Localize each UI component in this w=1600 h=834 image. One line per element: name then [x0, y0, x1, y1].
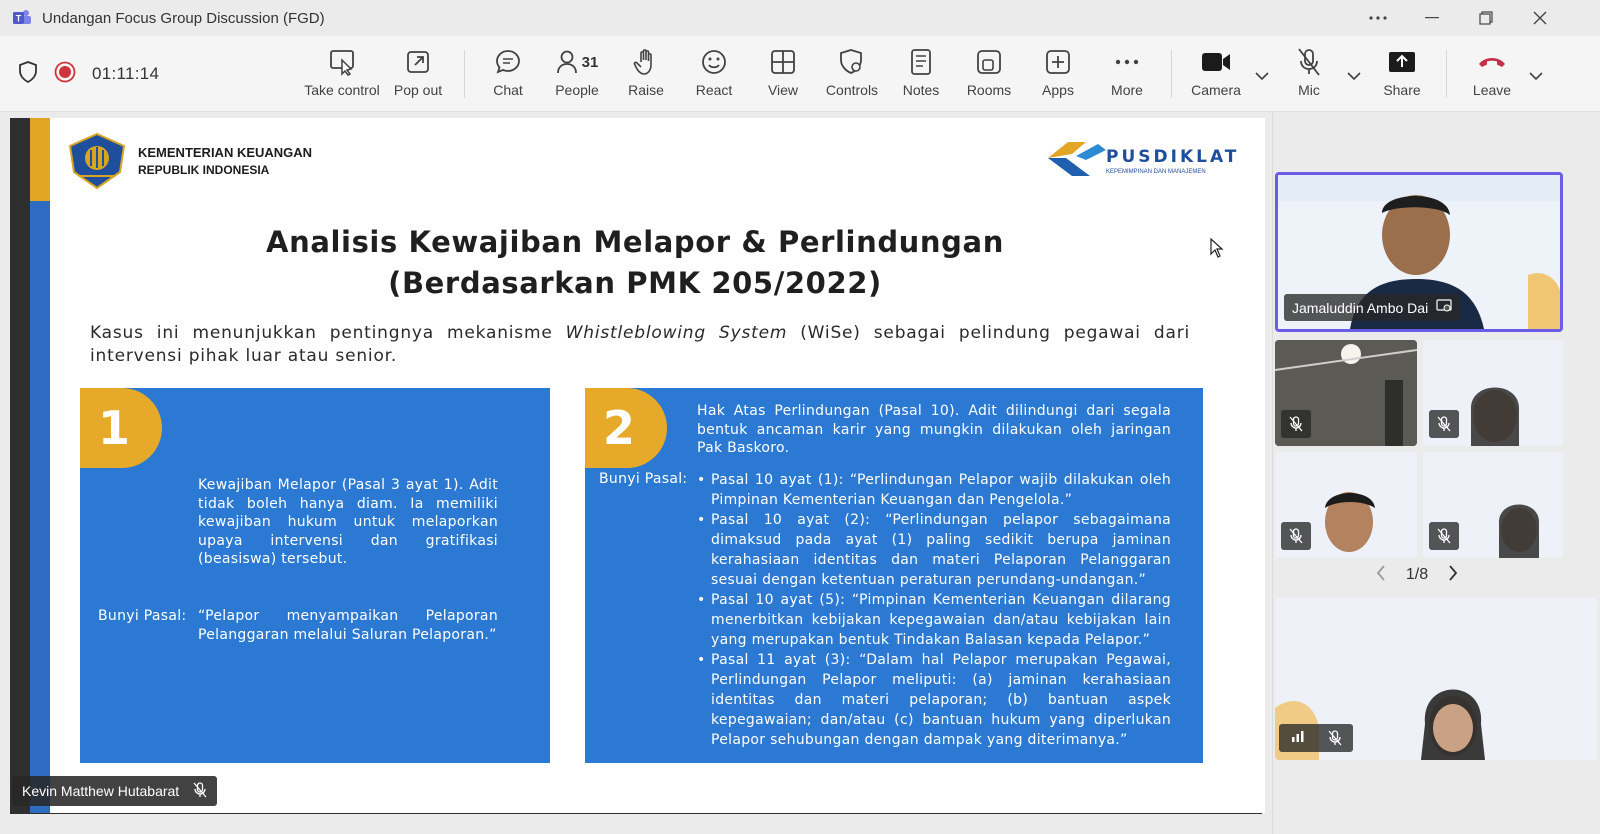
slide-title: Analisis Kewajiban Melapor & Perlindungan (Berdasarkan PMK 205/2022)	[266, 225, 1004, 300]
people-button[interactable]: 31 People	[537, 46, 617, 106]
more-button[interactable]: More	[1087, 46, 1167, 106]
share-button[interactable]: Share	[1362, 46, 1442, 106]
protection-bullet-list	[697, 470, 1171, 750]
mic-off-icon	[1296, 46, 1322, 78]
notes-button[interactable]: Notes	[881, 46, 961, 106]
bullet-item: • Pasal 10 ayat (5): “Pimpinan Kementerian Keuangan dilarang menerbitkan kebijakan kepegawaian dan/atau kebijakan lain yang merupakan bentuk Tindakan Balasan kepada Pelapor.”	[697, 590, 1171, 650]
bullet-item: • Pasal 11 ayat (3): “Dalam hal Pelapor merupakan Pegawai, Perlindungan Pelapor meliputi: (a) jaminan kerahasiaan identitas dan materi pelaporan; (b) bantuan aspek kepegawaian; dan/atau (c) bantuan hukum yang diperlukan Pelapor sehubungan dengan dampak yang diterimanya.”	[697, 650, 1171, 750]
protection-text: Hak Atas Perlindungan (Pasal 10). Adit dilindungi dari segala bentuk ancaman karir yang mungkin dilakukan oleh jaringan Pak Baskoro.	[697, 403, 1171, 456]
react-button[interactable]: React	[674, 46, 754, 106]
people-count: 31	[581, 53, 599, 71]
view-button[interactable]: View	[743, 46, 823, 106]
shared-content-stage	[0, 112, 1290, 834]
mic-button[interactable]: Mic	[1269, 46, 1349, 106]
active-speaker-tile[interactable]	[1275, 172, 1563, 332]
meeting-timer: 01:11:14	[92, 64, 160, 83]
shield-icon[interactable]	[18, 61, 38, 88]
mic-off-icon	[1281, 410, 1311, 438]
audio-level-icon	[1291, 729, 1305, 748]
presentation-slide	[30, 118, 1265, 813]
participant-tile[interactable]	[1275, 452, 1417, 558]
raise-hand-icon	[633, 46, 659, 78]
bullet-item: • Pasal 10 ayat (2): “Perlindungan pelapor sebagaimana dimaksud pada ayat (1) paling sedikit berupa jaminan kerahasiaan identitas dan materi Pelaporan Pelanggaran sesuai dengan ketentuan peraturan perundang-undangan.”	[697, 510, 1171, 590]
smiley-icon	[700, 46, 728, 78]
ellipsis-icon	[1115, 46, 1139, 78]
add-apps-icon	[1045, 46, 1071, 78]
people-icon	[556, 46, 599, 78]
participant-tile[interactable]	[1423, 452, 1563, 558]
svg-text:T: T	[15, 13, 22, 24]
obligation-text: Kewajiban Melapor (Pasal 3 ayat 1). Adit tidak boleh hanya diam. Ia memiliki kewajiban hukum untuk melaporkan upaya intervensi dan gratifikasi (beasiswa) tersebut.	[198, 477, 498, 567]
pusdiklat-subtitle: KEPEMIMPINAN DAN MANAJEMEN	[1106, 169, 1206, 175]
recording-icon	[54, 61, 76, 88]
participant-tile[interactable]	[1275, 340, 1417, 446]
window-title: Undangan Focus Group Discussion (FGD)	[42, 9, 325, 27]
gallery-pager	[1272, 560, 1562, 590]
protection-panel	[585, 388, 1203, 763]
next-page-icon[interactable]	[1448, 565, 1458, 586]
screen-share-icon	[1436, 299, 1452, 316]
video-camera-icon	[1201, 46, 1231, 78]
restore-icon[interactable]	[1460, 0, 1512, 36]
mic-off-icon	[1429, 522, 1459, 550]
kemenkeu-logo	[66, 132, 312, 190]
close-icon[interactable]	[1514, 0, 1566, 36]
mic-off-icon	[1281, 522, 1311, 550]
grid-view-icon	[770, 46, 796, 78]
pop-out-icon	[405, 46, 431, 78]
controls-button[interactable]: Controls	[812, 46, 892, 106]
shield-gear-icon	[839, 46, 865, 78]
panel-number-badge: 2	[585, 388, 667, 468]
leave-button[interactable]: Leave	[1452, 46, 1532, 106]
pusdiklat-wordmark: PUSDIKLAT	[1106, 147, 1240, 167]
previous-page-icon[interactable]	[1376, 565, 1386, 586]
slide-intro-text: Kasus ini menunjukkan pentingnya mekanisme Whistleblowing System (WiSe) sebagai pelindung pegawai dari intervensi pihak luar atau senior.	[90, 323, 1191, 366]
chat-icon	[494, 46, 522, 78]
rooms-button[interactable]: Rooms	[949, 46, 1029, 106]
notes-icon	[909, 46, 933, 78]
chat-button[interactable]: Chat	[468, 46, 548, 106]
mouse-cursor-icon	[1210, 238, 1224, 263]
presenter-name-tag: Kevin Matthew Hutabarat	[12, 776, 217, 806]
org-name-line1: KEMENTERIAN KEUANGAN	[138, 145, 313, 160]
share-screen-icon	[1388, 46, 1416, 78]
pop-out-button[interactable]: Pop out	[378, 46, 458, 106]
bullet-item: • Pasal 10 ayat (1): “Perlindungan Pelapor wajib dilakukan oleh Pimpinan Kementerian Keuangan dan Pengelola.”	[697, 470, 1171, 510]
page-indicator: 1/8	[1405, 566, 1429, 583]
meeting-toolbar	[0, 36, 1600, 112]
apps-button[interactable]: Apps	[1018, 46, 1098, 106]
rooms-icon	[976, 46, 1002, 78]
mic-options-chevron-icon[interactable]	[1344, 66, 1364, 86]
minimize-icon[interactable]	[1406, 0, 1458, 36]
raise-hand-button[interactable]: Raise	[606, 46, 686, 106]
take-control-button[interactable]: Take control	[302, 46, 382, 106]
teams-logo-icon	[12, 8, 32, 28]
participant-tile[interactable]	[1275, 598, 1597, 760]
mic-off-icon	[1279, 724, 1353, 752]
participant-tile[interactable]	[1423, 340, 1563, 446]
participant-name-tag: Jamaluddin Ambo Dai	[1284, 294, 1460, 321]
mic-off-icon	[193, 782, 207, 801]
panel-number-badge: 1	[80, 388, 162, 468]
protection-bunyi-label: Bunyi Pasal:	[599, 471, 688, 487]
org-name-line2: REPUBLIK INDONESIA	[138, 163, 270, 177]
take-control-icon	[328, 46, 356, 78]
obligation-bunyi-label: Bunyi Pasal:	[98, 608, 187, 624]
kemenkeu-emblem-icon	[66, 132, 128, 190]
pusdiklat-logo	[1046, 136, 1240, 190]
camera-button[interactable]: Camera	[1176, 46, 1256, 106]
more-options-icon[interactable]	[1352, 0, 1404, 36]
leave-options-chevron-icon[interactable]	[1526, 66, 1546, 86]
obligation-bunyi-text: “Pelapor menyampaikan Pelaporan Pelanggaran melalui Saluran Pelaporan.”	[198, 608, 498, 643]
hang-up-icon	[1477, 46, 1507, 78]
obligation-panel	[80, 388, 550, 763]
mic-off-icon	[1429, 410, 1459, 438]
